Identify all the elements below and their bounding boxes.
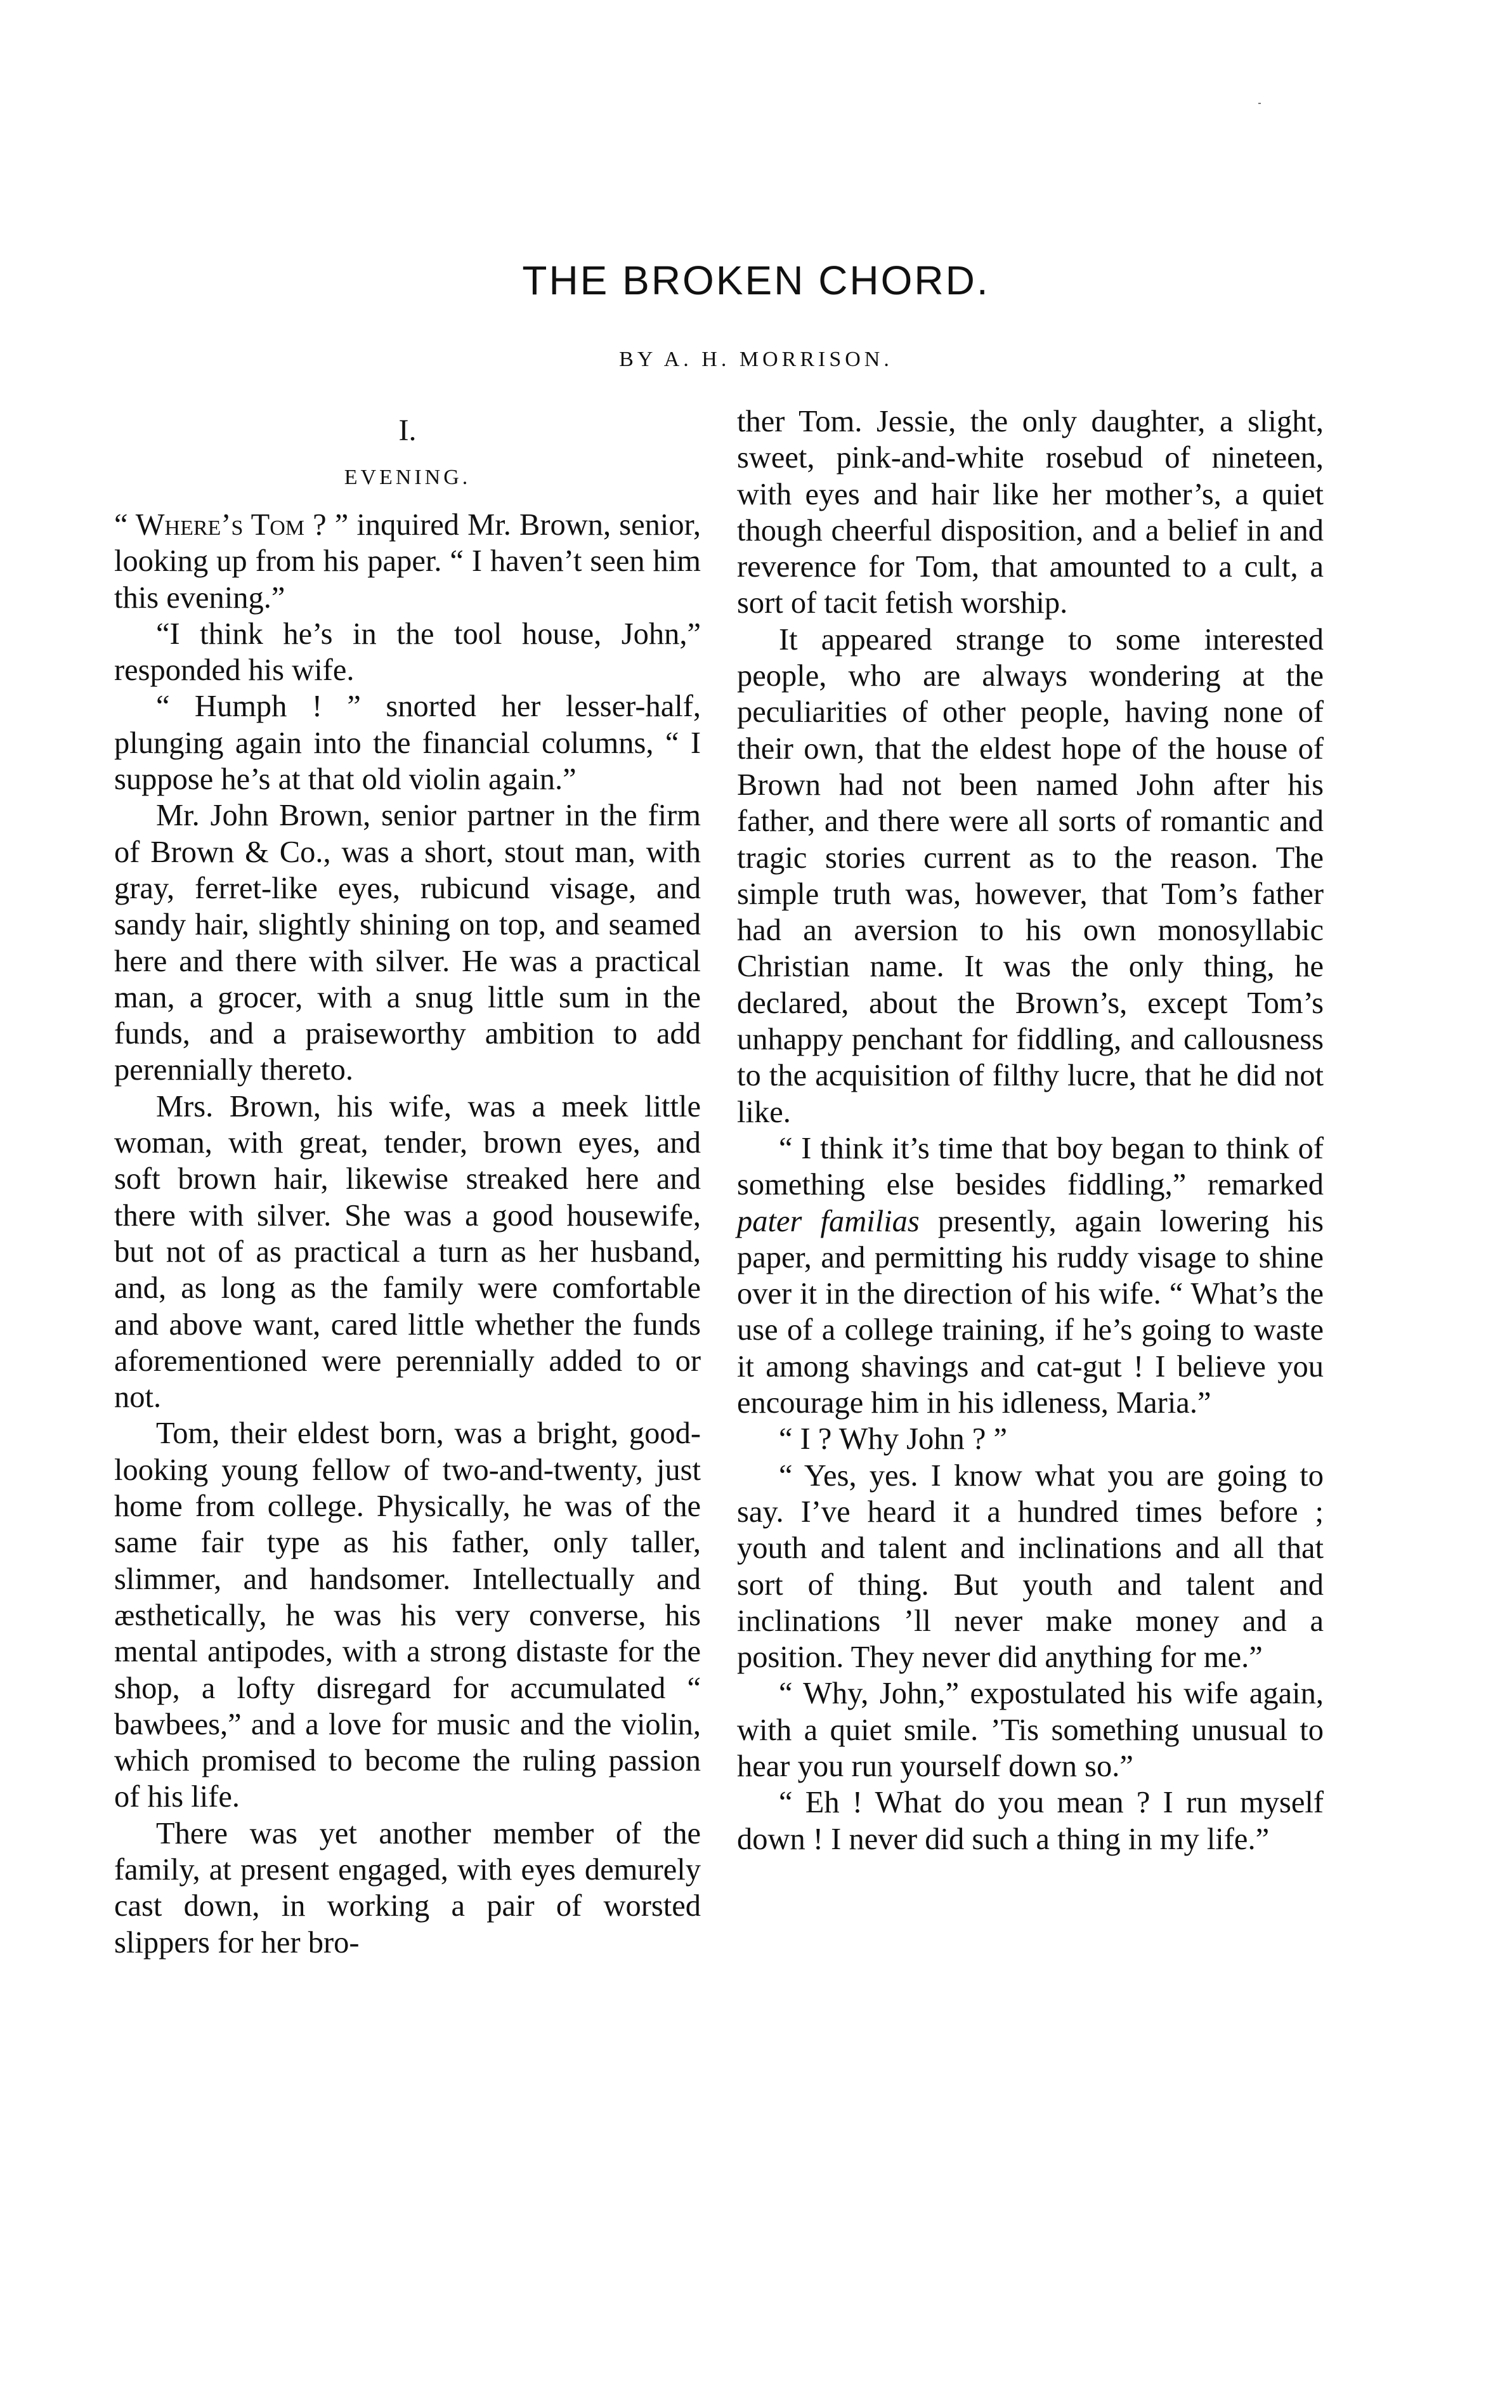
paragraph-text: “ I think it’s time that boy began to think of something else besides fiddling,” remarked bbox=[737, 1131, 1324, 1202]
paragraph bbox=[114, 507, 701, 616]
paragraph: Mrs. Brown, his wife, was a meek little woman, with great, tender, brown eyes, and soft brown hair, likewise streaked here and there with silver. She was a good housewife, but not of as practical a turn as her husband, and, as long as the family were comfortable and above want, cared little whether the funds aforementioned were perennially added to or not. bbox=[114, 1089, 701, 1415]
paragraph: ther Tom. Jessie, the only daughter, a slight, sweet, pink-and-white rosebud of nineteen, with eyes and hair like her mother’s, a quiet though cheerful disposition, and a belief in and reverence for Tom, that amounted to a cult, a sort of tacit fetish worship. bbox=[737, 405, 1324, 620]
paragraph-text: presently, again lowering his paper, and permitting his ruddy visage to shine over it in the direction of his wife. “ What’s the use of a college training, if he’s going to waste it among shavings and cat-gut ! I believe you encourage him in his idleness, Maria.” bbox=[737, 1204, 1324, 1420]
left-column bbox=[114, 412, 701, 1961]
right-column bbox=[737, 403, 1324, 1857]
page-speck bbox=[1258, 103, 1261, 104]
article-byline: BY A. H. MORRISON. bbox=[619, 348, 893, 371]
paragraph: Mr. John Brown, senior partner in the firm of Brown & Co., was a short, stout man, with gray, ferret-like eyes, rubicund visage, and sandy hair, slightly shining on top, and seamed here and there with silver. He was a practical man, a grocer, with a snug little sum in the funds, and a praiseworthy ambition to add perennially thereto. bbox=[114, 799, 701, 1087]
paragraph: “ I ? Why John ? ” bbox=[779, 1422, 1008, 1456]
paragraph: It appeared strange to some interested people, who are always wondering at the peculiarities of other people, having none of their own, that the eldest hope of the house of Brown had not been named John after his father, and there were all sorts of romantic and tragic stories current as to the reason. The simple truth was, however, that Tom’s father had an aversion to his own monosyllabic Christian name. It was the only thing, he declared, about the Brown’s, except Tom’s unhappy penchant for fiddling, and callousness to the acquisition of filthy lucre, that he did not like. bbox=[737, 622, 1324, 1129]
dropcap-phrase: “ Where’s Tom ? bbox=[114, 508, 327, 542]
section-title: EVENING. bbox=[344, 466, 471, 489]
paragraph: Tom, their eldest born, was a bright, good-looking young fellow of two-and-twenty, just home from college. Physically, he was of the same fair type as his father, only taller, slimmer, and handsomer. Intellectually and æsthetically, he was his very converse, his mental antipodes, with a strong distaste for the shop, a lofty disregard for accumulated “ bawbees,” and a love for music and the violin, which promised to become the ruling passion of his life. bbox=[114, 1417, 701, 1814]
paragraph: “ Why, John,” expostulated his wife again, with a quiet smile. ’Tis something unusual to hear you run yourself down so.” bbox=[737, 1677, 1324, 1783]
paragraph: “I think he’s in the tool house, John,” responded his wife. bbox=[114, 617, 701, 688]
paragraph: “ Eh ! What do you mean ? I run myself down ! I never did such a thing in my life.” bbox=[737, 1786, 1324, 1856]
article-title: THE BROKEN CHORD. bbox=[522, 258, 990, 303]
section-number: I. bbox=[398, 414, 417, 447]
paragraph: There was yet another member of the family, at present engaged, with eyes demurely cast down, in working a pair of worsted slippers for her bro- bbox=[114, 1816, 701, 1960]
paragraph bbox=[737, 1130, 1324, 1421]
paragraph-text: ” inquired Mr. Brown, senior, looking up from his paper. “ I haven’t seen him this evening.” bbox=[114, 508, 701, 615]
paragraph: “ Yes, yes. I know what you are going to say. I’ve heard it a hundred times before ; youth and talent and inclinations and all that sort of thing. But youth and talent and inclinations ’ll never make money and a position. They never did anything for me.” bbox=[737, 1458, 1324, 1675]
paragraph: “ Humph ! ” snorted her lesser-half, plunging again into the financial columns, “ I suppose he’s at that old violin again.” bbox=[114, 690, 701, 797]
italic-phrase: pater familias bbox=[737, 1204, 920, 1238]
